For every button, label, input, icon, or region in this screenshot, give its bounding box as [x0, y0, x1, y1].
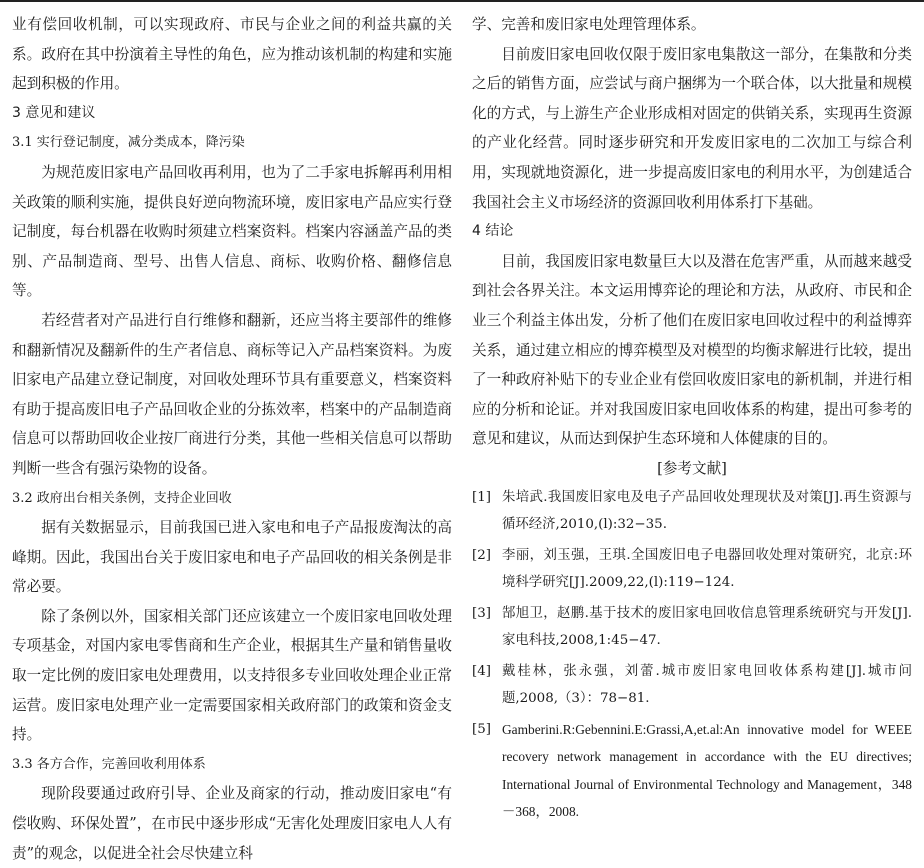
subsection-heading-3-2: 3.2 政府出台相关条例，支持企业回收: [12, 490, 232, 506]
reference-number: [2]: [472, 547, 491, 563]
reference-item: [472, 542, 912, 596]
paragraph: 为规范废旧家电产品回收再利用，也为了二手家电拆解再利用相关政策的顺利实施，提供良好逆向物流环境，废旧家电产品应实行登记制度，每台机器在收购时须建立档案资料。档案内容涵盖产品的类别、产品制造商、型号、出售人信息、商标、收购价格、翻修信息等。: [12, 163, 452, 300]
reference-number: [5]: [472, 721, 491, 737]
reference-item: [472, 716, 912, 826]
right-column: [472, 10, 912, 830]
paragraph: 据有关数据显示，目前我国已进入家电和电子产品报废淘汰的高峰期。因此，我国出台关于废旧家电和电子产品回收的相关条例是非常必要。: [12, 519, 452, 596]
subsection-heading-3-3: 3.3 各方合作，完善回收利用体系: [12, 756, 206, 772]
reference-text: Gamberini.R:Gebennini.E:Grassi,A,et.al:An innovative model for WEEE recovery network management in accordance with the EU directives; International Journal of Environmental Technology and Management，348－368，2008.: [502, 721, 912, 820]
reference-text: 朱培武.我国废旧家电及电子产品回收处理现状及对策[J].再生资源与循环经济,2010,(l):32−35.: [502, 489, 912, 532]
reference-text: 郜旭卫，赵鹏.基于技术的废旧家电回收信息管理系统研究与开发[J].家电科技,2008,1:45−47.: [502, 605, 912, 648]
references-title: [参考文献]: [657, 459, 727, 477]
reference-item: [472, 600, 912, 654]
subsection-heading-3-1: 3.1 实行登记制度，减分类成本，降污染: [12, 135, 245, 151]
continued-paragraph: 业有偿回收机制，可以实现政府、市民与企业之间的利益共赢的关系。政府在其中扮演着主导性的角色，应为推动该机制的构建和实施起到积极的作用。: [12, 16, 452, 93]
paragraph: 目前，我国废旧家电数量巨大以及潜在危害严重，从而越来越受到社会各界关注。本文运用博弈论的理论和方法，从政府、市民和企业三个利益主体出发，分析了他们在废旧家电回收过程中的利益博弈关系，通过建立相应的博弈模型及对模型的均衡求解进行比较，提出了一种政府补贴下的专业企业有偿回收废旧家电的新机制，并进行相应的分析和论证。并对我国废旧家电回收体系的构建，提出可参考的意见和建议，从而达到保护生态环境和人体健康的目的。: [472, 252, 912, 448]
top-rule: [0, 0, 924, 2]
reference-list: [472, 484, 912, 826]
reference-item: [472, 484, 912, 538]
reference-number: [1]: [472, 489, 491, 505]
paragraph: 若经营者对产品进行自行维修和翻新，还应当将主要部件的维修和翻新情况及翻新件的生产者信息、商标等记入产品档案资料。为废旧家电产品建立登记制度，对回收处理环节具有重要意义，档案资料有助于提高废旧电子产品回收企业的分拣效率，档案中的产品制造商信息可以帮助回收企业按厂商进行分类，其他一些相关信息可以帮助判断一些含有强污染物的设备。: [12, 311, 452, 477]
paragraph: 目前废旧家电回收仅限于废旧家电集散这一部分，在集散和分类之后的销售方面，应尝试与商户捆绑为一个联合体，以大批量和规模化的方式，与上游生产企业形成相对固定的供销关系，实现再生资源的产业化经营。同时逐步研究和开发废旧家电的二次加工与综合利用，实现就地资源化，进一步提高废旧家电的利用水平，为创建适合我国社会主义市场经济的资源回收利用体系打下基础。: [472, 45, 912, 211]
continued-paragraph: 学、完善和废旧家电处理管理体系。: [472, 16, 706, 33]
reference-text: 李丽，刘玉强，王琪.全国废旧电子电器回收处理对策研究，北京:环境科学研究[J].2009,22,(l):119−124.: [502, 547, 912, 590]
paragraph: 现阶段要通过政府引导、企业及商家的行动，推动废旧家电“有偿收购、环保处置”，在市民中逐步形成“无害化处理废旧家电人人有责”的观念，以促进全社会尽快建立科: [12, 785, 452, 862]
reference-number: [4]: [472, 663, 491, 679]
reference-number: [3]: [472, 605, 491, 621]
paragraph: 除了条例以外，国家相关部门还应该建立一个废旧家电回收处理专项基金，对国内家电零售商和生产企业，根据其生产量和销售量收取一定比例的废旧家电处理费用，以支持很多专业回收处理企业正常运营。废旧家电处理产业一定需要国家相关政府部门的政策和资金支持。: [12, 607, 452, 744]
left-column: [12, 10, 452, 868]
reference-item: [472, 658, 912, 712]
section-heading-4: 4 结论: [472, 223, 514, 240]
reference-text: 戴桂林，张永强，刘蕾.城市废旧家电回收体系构建[J].城市问题,2008,（3）：78−81.: [502, 663, 912, 706]
section-heading-3: 3 意见和建议: [12, 104, 96, 121]
